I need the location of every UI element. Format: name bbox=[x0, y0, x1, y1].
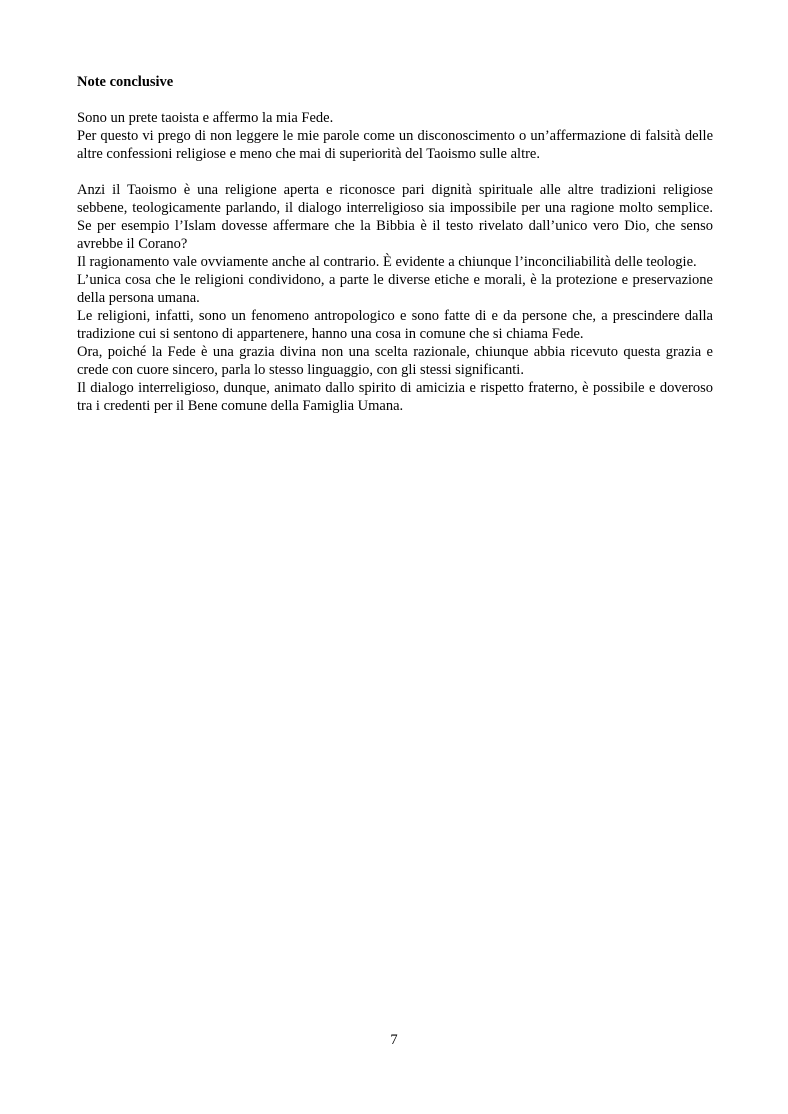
paragraph-8: Il dialogo interreligioso, dunque, animato dallo spirito di amicizia e rispetto fraterno, è possibile e doveroso tra i credenti per il Bene comune della Famiglia Umana. bbox=[77, 380, 713, 414]
paragraph-5: L’unica cosa che le religioni condividono, a parte le diverse etiche e morali, è la protezione e preservazione della persona umana. bbox=[77, 272, 713, 306]
paragraph-4: Il ragionamento vale ovviamente anche al contrario. È evidente a chiunque l’inconciliabilità delle teologie. bbox=[77, 254, 697, 270]
paragraph-spacer bbox=[77, 163, 713, 181]
paragraph-3: Anzi il Taoismo è una religione aperta e riconosce pari dignità spirituale alle altre tradizioni religiose sebbene, teologicamente parlando, il dialogo interreligioso sia impossibile per una ragione molto semplice. Se per esempio l’Islam dovesse affermare che la Bibbia è il testo rivelato dall’unico vero Dio, che senso avrebbe il Corano? bbox=[77, 182, 713, 252]
paragraph-1: Sono un prete taoista e affermo la mia Fede. bbox=[77, 110, 334, 126]
page-number: 7 bbox=[390, 1032, 398, 1048]
paragraph-7: Ora, poiché la Fede è una grazia divina non una scelta razionale, chiunque abbia ricevuto questa grazia e crede con cuore sincero, parla lo stesso linguaggio, con gli stessi significanti. bbox=[77, 344, 713, 378]
paragraph-2: Per questo vi prego di non leggere le mie parole come un disconoscimento o un’affermazione di falsità delle altre confessioni religiose e meno che mai di superiorità del Taoismo sulle altre. bbox=[77, 128, 713, 162]
paragraph-6: Le religioni, infatti, sono un fenomeno antropologico e sono fatte di e da persone che, a prescindere dalla tradizione cui si sentono di appartenere, hanno una cosa in comune che si chiama Fede. bbox=[77, 308, 713, 342]
section-heading: Note conclusive bbox=[77, 74, 174, 90]
page-body bbox=[77, 73, 713, 415]
